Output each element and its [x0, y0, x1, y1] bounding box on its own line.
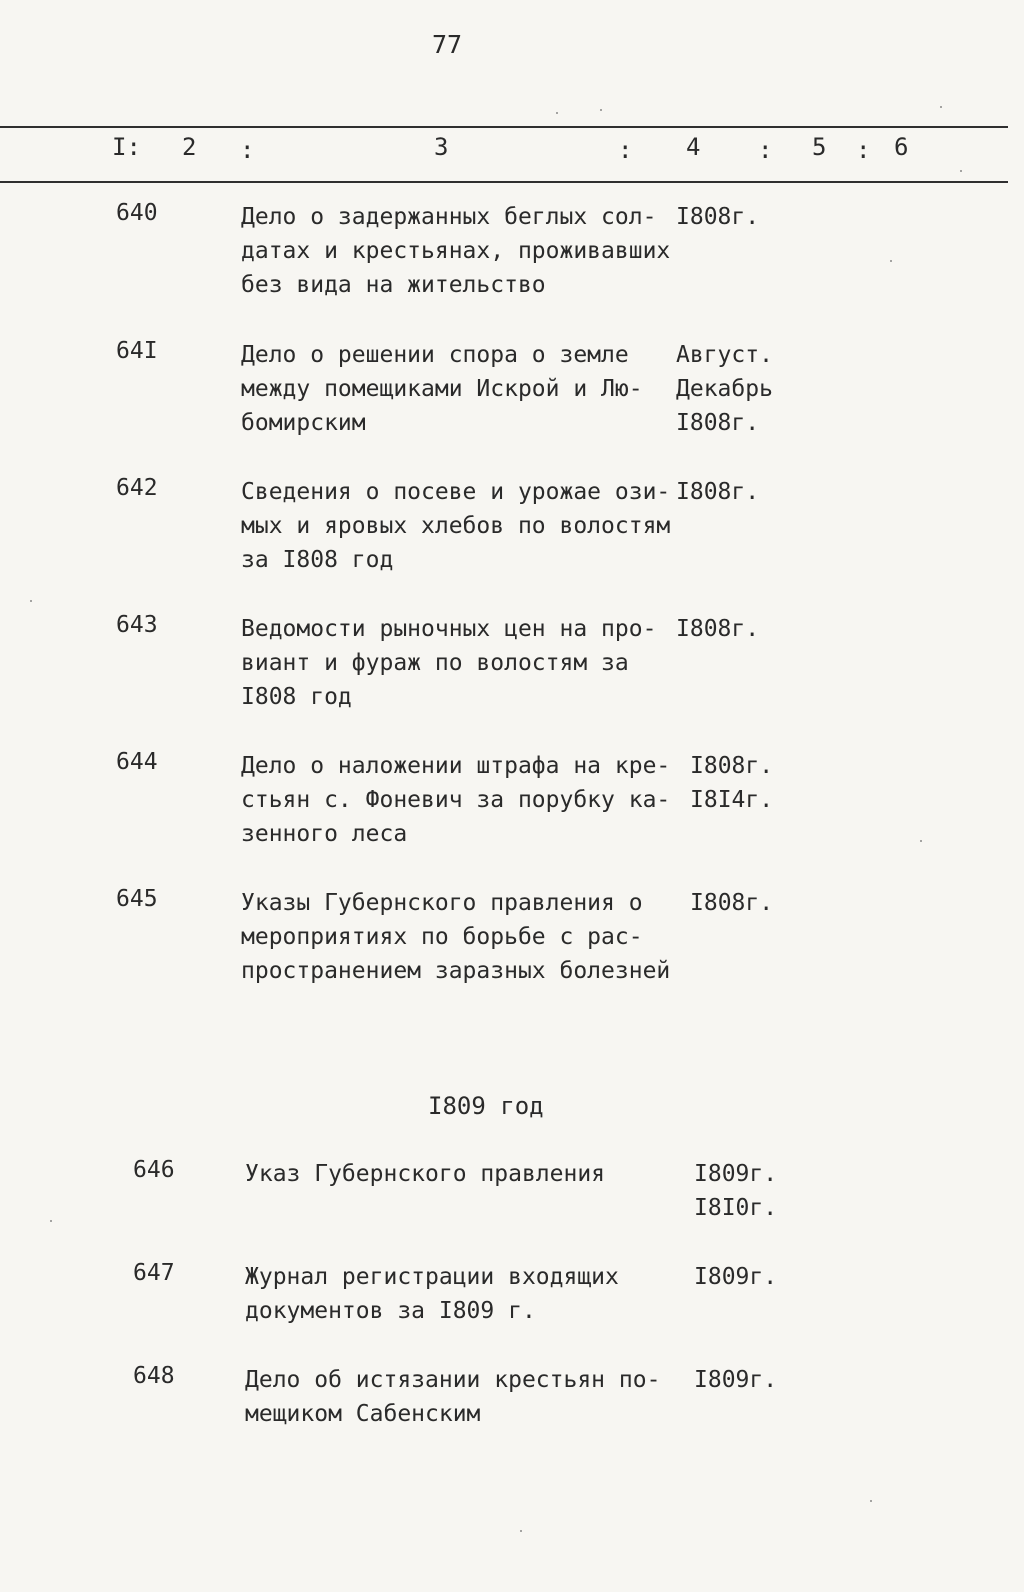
description-line: пространением заразных болезней [241, 958, 671, 984]
scan-speck [50, 1220, 52, 1222]
entry-number: 645 [116, 886, 158, 912]
description-line: датах и крестьянах, проживавших [241, 238, 671, 264]
description-line: между помещиками Искрой и Лю- [241, 376, 643, 402]
date-line: I808г. [676, 479, 760, 505]
date-line: I8I0г. [694, 1195, 778, 1221]
column-separator: : [758, 136, 773, 164]
column-separator: : [240, 136, 255, 164]
entry-description [245, 1157, 685, 1191]
column-separator: : [856, 136, 871, 164]
description-line: Дело о наложении штрафа на кре- [241, 753, 671, 779]
date-line: I808г. [690, 753, 774, 779]
description-line: зенного леса [241, 821, 408, 847]
entry-number: 647 [133, 1260, 175, 1286]
description-line: Ведомости рыночных цен на про- [241, 616, 657, 642]
date-line: I809г. [694, 1264, 778, 1290]
entry-dates [676, 475, 759, 509]
page-number: 77 [432, 30, 463, 59]
entry-number: 648 [133, 1363, 175, 1389]
description-line: стьян с. Фоневич за порубку ка- [241, 787, 671, 813]
scan-speck [520, 1530, 522, 1532]
column-header-5: 5 [812, 133, 827, 161]
entry-dates [694, 1363, 777, 1397]
entry-description [245, 1363, 685, 1431]
description-line: Дело о решении спора о земле [241, 342, 629, 368]
date-line: Август. [676, 342, 773, 368]
date-line: I808г. [676, 204, 760, 230]
date-line: I808г. [690, 890, 774, 916]
scan-speck [940, 106, 942, 108]
description-line: Дело об истязании крестьян по- [245, 1367, 661, 1393]
column-header-2: 2 [182, 133, 197, 161]
year-heading: I809 год [428, 1092, 544, 1120]
description-line: документов за I809 г. [245, 1298, 536, 1324]
entry-number: 640 [116, 200, 158, 226]
entry-dates [694, 1157, 777, 1225]
entry-dates [690, 749, 773, 817]
date-line: I8I4г. [690, 787, 774, 813]
description-line: за I808 год [241, 547, 394, 573]
entry-description [241, 749, 681, 851]
scan-speck [30, 600, 32, 602]
entry-number: 64I [116, 338, 158, 364]
entry-dates [690, 886, 773, 920]
description-line: мых и яровых хлебов по волостям [241, 513, 671, 539]
column-header-3: 3 [434, 133, 449, 161]
description-line: Сведения о посеве и урожае ози- [241, 479, 671, 505]
date-line: I808г. [676, 616, 760, 642]
entry-description [241, 886, 681, 988]
description-line: мещиком Сабенским [245, 1401, 481, 1427]
scan-speck [890, 260, 892, 262]
description-line: Указы Губернского правления о [241, 890, 643, 916]
scan-speck [960, 170, 962, 172]
date-line: I809г. [694, 1367, 778, 1393]
description-line: виант и фураж по волостям за [241, 650, 629, 676]
entry-description [241, 612, 681, 714]
description-line: Дело о задержанных беглых сол- [241, 204, 657, 230]
entry-description [241, 338, 681, 440]
entry-description [241, 475, 681, 577]
column-header-4: 4 [686, 133, 701, 161]
column-header-1: I: [112, 133, 141, 161]
date-line: Декабрь [676, 376, 773, 402]
description-line: I808 год [241, 684, 352, 710]
column-header-6: 6 [894, 133, 909, 161]
description-line: Указ Губернского правления [245, 1161, 606, 1187]
scan-speck [870, 1500, 872, 1502]
date-line: I809г. [694, 1161, 778, 1187]
entry-dates [676, 612, 759, 646]
date-line: I808г. [676, 410, 760, 436]
table-header-bottom-rule [0, 181, 1008, 183]
table-header-top-rule [0, 126, 1008, 128]
entry-number: 646 [133, 1157, 175, 1183]
description-line: без вида на жительство [241, 272, 546, 298]
description-line: Журнал регистрации входящих [245, 1264, 619, 1290]
entry-dates [676, 200, 759, 234]
entry-number: 644 [116, 749, 158, 775]
entry-number: 643 [116, 612, 158, 638]
scan-speck [556, 112, 558, 114]
entry-number: 642 [116, 475, 158, 501]
entry-dates [676, 338, 773, 440]
entry-dates [694, 1260, 777, 1294]
scan-speck [920, 840, 922, 842]
column-separator: : [618, 136, 633, 164]
entry-description [245, 1260, 685, 1328]
scan-speck [600, 109, 602, 111]
description-line: мероприятиях по борьбе с рас- [241, 924, 643, 950]
description-line: бомирским [241, 410, 366, 436]
entry-description [241, 200, 681, 302]
